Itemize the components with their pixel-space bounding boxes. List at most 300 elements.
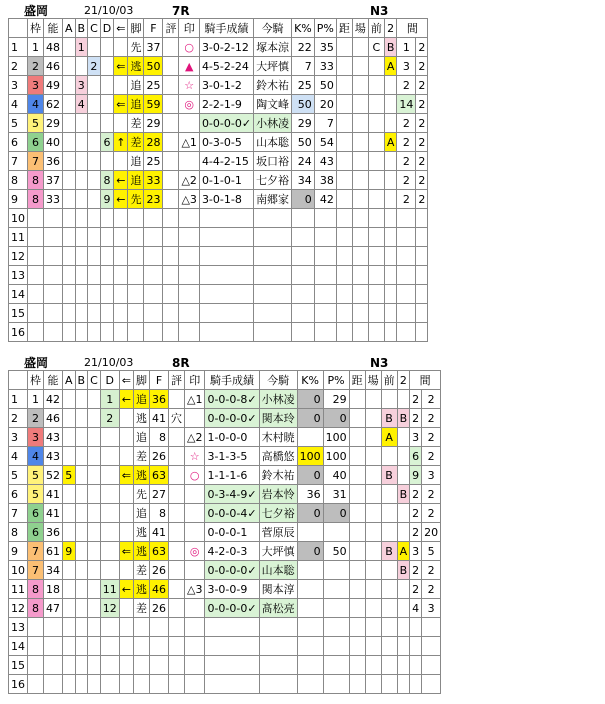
cell-ba — [365, 637, 381, 656]
cell-f — [149, 618, 168, 637]
cell-shirushi — [184, 637, 204, 656]
cell-kishu: 鈴木祐 — [259, 466, 297, 485]
cell-ba — [365, 523, 381, 542]
cell-hyo — [168, 428, 184, 447]
cell-mae — [381, 561, 397, 580]
cell-shirushi — [184, 485, 204, 504]
row-number: 10 — [9, 209, 28, 228]
cell-mae — [368, 76, 384, 95]
cell-kyori — [336, 133, 352, 152]
cell-kyaku — [133, 637, 149, 656]
cell-kyori — [349, 618, 365, 637]
cell-a — [63, 152, 76, 171]
cell-a — [63, 95, 76, 114]
cell-a — [63, 76, 76, 95]
cell-d — [100, 228, 113, 247]
cell-mae — [368, 285, 384, 304]
cell-ni — [397, 599, 410, 618]
cell-b — [75, 266, 88, 285]
header-cell: 間 — [410, 371, 441, 390]
row-number: 8 — [9, 171, 28, 190]
cell-kishu — [259, 637, 297, 656]
cell-c — [88, 599, 101, 618]
cell-kishu — [254, 209, 292, 228]
cell-shirushi: ○ — [179, 38, 199, 57]
cell-shirushi: ○ — [184, 466, 204, 485]
cell-mae — [368, 209, 384, 228]
cell-k — [292, 247, 315, 266]
cell-arr — [114, 228, 128, 247]
cell-hyo — [163, 285, 179, 304]
cell-b — [75, 637, 88, 656]
cell-p — [323, 618, 349, 637]
cell-shirushi — [179, 323, 199, 342]
cell-p — [323, 675, 349, 694]
cell-c — [88, 466, 101, 485]
table-row — [9, 656, 441, 675]
cell-hyo — [168, 466, 184, 485]
table-row — [9, 190, 428, 209]
cell-kyori — [349, 504, 365, 523]
cell-ni: B — [384, 38, 397, 57]
cell-kyaku: 追 — [133, 504, 149, 523]
cell-c — [88, 95, 101, 114]
cell-a — [63, 675, 76, 694]
cell-a — [63, 228, 76, 247]
cell-c — [88, 447, 101, 466]
cell-ma2: 5 — [422, 542, 441, 561]
cell-seiseki: 0-1-0-1 — [199, 171, 253, 190]
cell-p: 33 — [314, 57, 336, 76]
cell-kishu: 小林凌 — [259, 390, 297, 409]
cell-mae — [381, 656, 397, 675]
header-cell: ⇐ — [114, 19, 128, 38]
cell-ma1 — [410, 656, 422, 675]
cell-ma2: 2 — [422, 504, 441, 523]
cell-ba — [365, 656, 381, 675]
cell-k: 0 — [297, 542, 323, 561]
cell-p — [323, 656, 349, 675]
cell-kyaku — [128, 209, 144, 228]
cell-waku: 4 — [28, 447, 44, 466]
cell-kishu: 関本玲 — [259, 409, 297, 428]
cell-f — [149, 656, 168, 675]
cell-b — [75, 523, 88, 542]
cell-ba — [365, 466, 381, 485]
cell-ma2: 2 — [422, 409, 441, 428]
cell-ni: B — [397, 409, 410, 428]
header-cell: 間 — [397, 19, 428, 38]
cell-hyo — [163, 133, 179, 152]
table-row — [9, 599, 441, 618]
cell-ma2: 2 — [422, 561, 441, 580]
cell-b — [75, 247, 88, 266]
cell-a — [63, 447, 76, 466]
cell-kyaku — [128, 304, 144, 323]
cell-ma2 — [416, 228, 428, 247]
cell-shirushi: ☆ — [179, 76, 199, 95]
cell-waku: 6 — [28, 523, 44, 542]
row-number: 11 — [9, 228, 28, 247]
row-number: 10 — [9, 561, 28, 580]
table-row — [9, 228, 428, 247]
cell-seiseki — [205, 675, 259, 694]
cell-seiseki: 2-2-1-9 — [199, 95, 253, 114]
cell-kishu: 高橋悠 — [259, 447, 297, 466]
cell-waku — [28, 247, 44, 266]
row-number: 9 — [9, 542, 28, 561]
cell-kyaku — [133, 656, 149, 675]
cell-p — [314, 285, 336, 304]
cell-kishu — [259, 618, 297, 637]
cell-nou: 33 — [44, 190, 63, 209]
cell-ba — [365, 561, 381, 580]
cell-b — [75, 447, 88, 466]
table-row — [9, 485, 441, 504]
cell-ma2: 3 — [422, 599, 441, 618]
cell-d — [100, 618, 119, 637]
cell-ma1: 2 — [410, 561, 422, 580]
cell-b — [75, 656, 88, 675]
row-number: 13 — [9, 618, 28, 637]
cell-b — [75, 580, 88, 599]
cell-kishu: 陶文峰 — [254, 95, 292, 114]
cell-f: 27 — [149, 485, 168, 504]
cell-kyori — [349, 599, 365, 618]
class-label: N3 — [370, 356, 389, 370]
cell-kyaku — [128, 266, 144, 285]
cell-c — [88, 247, 101, 266]
cell-ma2 — [422, 637, 441, 656]
cell-c — [88, 409, 101, 428]
cell-shirushi: ◎ — [184, 542, 204, 561]
cell-arr — [114, 247, 128, 266]
cell-nou: 52 — [44, 466, 63, 485]
cell-ba — [352, 209, 368, 228]
header-cell: B — [75, 19, 88, 38]
table-row — [9, 38, 428, 57]
cell-f: 28 — [144, 133, 163, 152]
cell-kyaku: 先 — [128, 38, 144, 57]
cell-shirushi: △2 — [179, 171, 199, 190]
cell-d — [100, 656, 119, 675]
cell-b — [75, 428, 88, 447]
cell-nou: 37 — [44, 171, 63, 190]
cell-ma2 — [416, 323, 428, 342]
cell-a — [63, 114, 76, 133]
cell-c — [88, 133, 101, 152]
cell-waku: 8 — [28, 171, 44, 190]
cell-p — [323, 599, 349, 618]
cell-mae — [368, 266, 384, 285]
cell-nou: 46 — [44, 57, 63, 76]
cell-p: 100 — [323, 447, 349, 466]
header-cell: 印 — [179, 19, 199, 38]
cell-waku: 1 — [28, 390, 44, 409]
table-row — [9, 523, 441, 542]
cell-nou: 36 — [44, 523, 63, 542]
cell-mae: B — [381, 542, 397, 561]
table-row — [9, 409, 441, 428]
cell-d: 9 — [100, 190, 113, 209]
cell-f — [144, 209, 163, 228]
cell-nou: 41 — [44, 504, 63, 523]
cell-ni — [397, 675, 410, 694]
cell-seiseki — [205, 637, 259, 656]
cell-p: 43 — [314, 152, 336, 171]
cell-arr — [119, 485, 133, 504]
cell-f: 41 — [149, 523, 168, 542]
cell-k — [292, 323, 315, 342]
cell-seiseki: 0-0-0-8✓ — [205, 390, 259, 409]
cell-kishu — [254, 323, 292, 342]
cell-f — [149, 637, 168, 656]
cell-ma1: 2 — [397, 190, 416, 209]
cell-k — [297, 618, 323, 637]
cell-a — [63, 656, 76, 675]
cell-shirushi — [179, 228, 199, 247]
cell-a — [63, 285, 76, 304]
cell-ma2 — [416, 285, 428, 304]
cell-ma2: 2 — [416, 38, 428, 57]
row-number: 15 — [9, 304, 28, 323]
cell-p — [314, 209, 336, 228]
cell-k: 25 — [292, 76, 315, 95]
cell-seiseki: 0-0-0-0✓ — [205, 561, 259, 580]
cell-arr — [119, 428, 133, 447]
header-cell: C — [88, 371, 101, 390]
cell-hyo — [168, 504, 184, 523]
cell-seiseki — [199, 209, 253, 228]
cell-ma1: 2 — [397, 114, 416, 133]
date-label: 21/10/03 — [84, 356, 134, 369]
cell-ni — [384, 209, 397, 228]
header-cell: A — [63, 19, 76, 38]
cell-ma1: 2 — [410, 580, 422, 599]
cell-arr — [119, 618, 133, 637]
cell-arr: ↑ — [114, 133, 128, 152]
row-number: 12 — [9, 247, 28, 266]
row-number: 15 — [9, 656, 28, 675]
cell-k — [292, 266, 315, 285]
header-cell: 場 — [365, 371, 381, 390]
cell-f: 26 — [149, 447, 168, 466]
cell-b — [75, 323, 88, 342]
cell-nou — [44, 637, 63, 656]
cell-p: 42 — [314, 190, 336, 209]
cell-f: 63 — [149, 466, 168, 485]
cell-kyori — [336, 304, 352, 323]
table-row — [9, 152, 428, 171]
cell-ni — [384, 95, 397, 114]
cell-arr: ⇐ — [119, 466, 133, 485]
cell-ba — [365, 618, 381, 637]
cell-d: 6 — [100, 133, 113, 152]
cell-shirushi — [179, 114, 199, 133]
row-number: 1 — [9, 38, 28, 57]
cell-f — [144, 304, 163, 323]
cell-p — [314, 228, 336, 247]
cell-waku: 6 — [28, 504, 44, 523]
cell-seiseki: 3-0-2-12 — [199, 38, 253, 57]
cell-f — [144, 266, 163, 285]
cell-d: 1 — [100, 390, 119, 409]
cell-shirushi: ☆ — [184, 447, 204, 466]
cell-mae — [381, 580, 397, 599]
cell-mae — [381, 637, 397, 656]
cell-ma1: 3 — [410, 542, 422, 561]
cell-ni — [397, 580, 410, 599]
cell-seiseki: 4-5-2-24 — [199, 57, 253, 76]
table-row — [9, 133, 428, 152]
cell-kyaku: 先 — [128, 190, 144, 209]
cell-p — [323, 561, 349, 580]
row-number: 6 — [9, 485, 28, 504]
cell-shirushi: △3 — [184, 580, 204, 599]
cell-kyori — [349, 390, 365, 409]
cell-k — [297, 561, 323, 580]
race-label: 7R — [172, 4, 190, 18]
cell-ni: B — [397, 561, 410, 580]
cell-mae — [381, 523, 397, 542]
header-cell: 騎手成績 — [205, 371, 259, 390]
cell-shirushi — [184, 599, 204, 618]
cell-seiseki: 0-3-4-9✓ — [205, 485, 259, 504]
cell-seiseki: 1-1-1-6 — [205, 466, 259, 485]
cell-ba — [352, 133, 368, 152]
cell-f: 23 — [144, 190, 163, 209]
row-number: 5 — [9, 114, 28, 133]
cell-ba — [352, 247, 368, 266]
cell-ma1: 2 — [397, 171, 416, 190]
cell-seiseki — [205, 656, 259, 675]
cell-k: 50 — [292, 133, 315, 152]
cell-nou: 34 — [44, 561, 63, 580]
row-number: 2 — [9, 57, 28, 76]
cell-kishu: 鈴木祐 — [254, 76, 292, 95]
cell-seiseki: 0-0-0-0✓ — [199, 114, 253, 133]
cell-hyo — [168, 561, 184, 580]
cell-f: 50 — [144, 57, 163, 76]
cell-ni — [397, 637, 410, 656]
cell-c — [88, 114, 101, 133]
cell-kishu: 関本淳 — [259, 580, 297, 599]
cell-d — [100, 266, 113, 285]
cell-k: 0 — [297, 504, 323, 523]
header-cell: 評 — [163, 19, 179, 38]
header-cell: 場 — [352, 19, 368, 38]
cell-mae — [381, 390, 397, 409]
cell-hyo — [168, 656, 184, 675]
cell-d: 12 — [100, 599, 119, 618]
cell-seiseki — [199, 285, 253, 304]
table-row — [9, 304, 428, 323]
cell-ma2 — [416, 266, 428, 285]
cell-ma1 — [410, 675, 422, 694]
cell-nou: 61 — [44, 542, 63, 561]
cell-a — [63, 561, 76, 580]
cell-kyori — [336, 152, 352, 171]
cell-a — [63, 428, 76, 447]
cell-nou: 43 — [44, 428, 63, 447]
cell-hyo — [163, 171, 179, 190]
cell-kyori — [349, 675, 365, 694]
cell-d — [100, 76, 113, 95]
cell-hyo — [163, 304, 179, 323]
cell-k: 0 — [297, 390, 323, 409]
cell-k: 29 — [292, 114, 315, 133]
cell-ma2 — [416, 247, 428, 266]
cell-a — [63, 637, 76, 656]
cell-ma1: 2 — [397, 133, 416, 152]
cell-c — [88, 523, 101, 542]
cell-d — [100, 38, 113, 57]
cell-b — [75, 152, 88, 171]
cell-nou: 43 — [44, 447, 63, 466]
cell-a — [63, 57, 76, 76]
cell-shirushi — [179, 266, 199, 285]
cell-nou — [44, 285, 63, 304]
cell-k — [297, 637, 323, 656]
cell-seiseki: 4-2-0-3 — [205, 542, 259, 561]
cell-c — [88, 304, 101, 323]
cell-b: 3 — [75, 76, 88, 95]
cell-c — [88, 637, 101, 656]
cell-ma1: 2 — [410, 409, 422, 428]
cell-seiseki: 3-0-1-8 — [199, 190, 253, 209]
cell-f: 8 — [149, 504, 168, 523]
cell-kyaku — [128, 247, 144, 266]
cell-mae — [368, 95, 384, 114]
table-row — [9, 57, 428, 76]
cell-ma1 — [397, 209, 416, 228]
cell-b — [75, 228, 88, 247]
cell-nou: 49 — [44, 76, 63, 95]
cell-mae: C — [368, 38, 384, 57]
table-row — [9, 618, 441, 637]
table-row — [9, 114, 428, 133]
cell-a — [63, 504, 76, 523]
cell-kyaku: 逃 — [133, 409, 149, 428]
cell-ni — [397, 618, 410, 637]
cell-mae — [381, 504, 397, 523]
cell-c — [88, 228, 101, 247]
cell-waku: 3 — [28, 428, 44, 447]
cell-c — [88, 323, 101, 342]
cell-ba — [352, 76, 368, 95]
cell-arr — [114, 152, 128, 171]
cell-nou: 42 — [44, 390, 63, 409]
cell-hyo — [168, 447, 184, 466]
table-row — [9, 390, 441, 409]
cell-a: 9 — [63, 542, 76, 561]
cell-hyo — [168, 637, 184, 656]
table-row — [9, 504, 441, 523]
cell-kyaku: 逃 — [133, 466, 149, 485]
cell-kyori — [349, 542, 365, 561]
cell-k: 100 — [297, 447, 323, 466]
row-number: 3 — [9, 428, 28, 447]
cell-d — [100, 504, 119, 523]
cell-c — [88, 542, 101, 561]
cell-waku: 1 — [28, 38, 44, 57]
cell-b — [75, 618, 88, 637]
cell-a — [63, 599, 76, 618]
cell-nou: 47 — [44, 599, 63, 618]
header-cell-blank — [9, 371, 28, 390]
cell-ni: A — [384, 57, 397, 76]
cell-kishu — [254, 285, 292, 304]
